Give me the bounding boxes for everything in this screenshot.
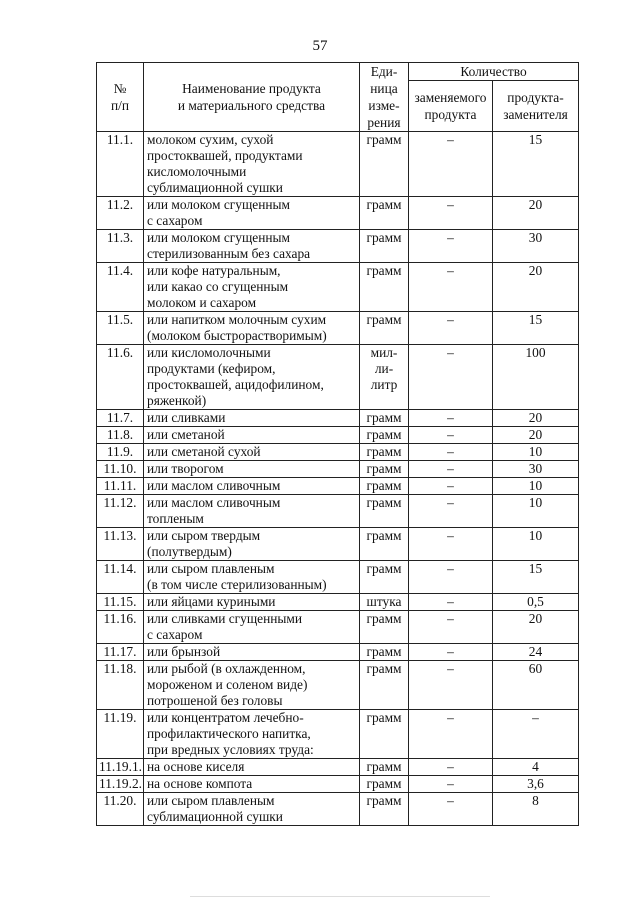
replaced-quantity: – — [409, 776, 493, 793]
table-row — [97, 661, 579, 710]
replaced-quantity: – — [409, 197, 493, 230]
header-unit: Еди- ница изме- рения — [360, 63, 409, 132]
table-row — [97, 132, 579, 197]
substitute-quantity: 10 — [493, 495, 579, 528]
row-number: 11.14. — [97, 561, 144, 594]
replaced-quantity: – — [409, 710, 493, 759]
substitute-quantity: 20 — [493, 427, 579, 444]
substitute-quantity: 10 — [493, 528, 579, 561]
product-name: молоком сухим, сухой простоквашей, продуктами кисломолочными сублимационной сушки — [144, 132, 360, 197]
table-row — [97, 528, 579, 561]
unit-of-measure: грамм — [360, 132, 409, 197]
table-row — [97, 793, 579, 826]
product-name: или маслом сливочным топленым — [144, 495, 360, 528]
table-row — [97, 495, 579, 528]
replaced-quantity: – — [409, 461, 493, 478]
table-row — [97, 263, 579, 312]
table-row — [97, 345, 579, 410]
unit-of-measure: грамм — [360, 710, 409, 759]
replaced-quantity: – — [409, 594, 493, 611]
table-row — [97, 644, 579, 661]
substitute-quantity: 20 — [493, 410, 579, 427]
unit-of-measure: грамм — [360, 230, 409, 263]
replaced-quantity: – — [409, 528, 493, 561]
replaced-quantity: – — [409, 759, 493, 776]
substitute-quantity: 20 — [493, 263, 579, 312]
table-row — [97, 230, 579, 263]
replacement-table — [96, 62, 579, 826]
replaced-quantity: – — [409, 444, 493, 461]
header-quantity: Количество — [409, 63, 579, 81]
unit-of-measure: грамм — [360, 561, 409, 594]
row-number: 11.9. — [97, 444, 144, 461]
product-name: или творогом — [144, 461, 360, 478]
row-number: 11.16. — [97, 611, 144, 644]
product-name: или брынзой — [144, 644, 360, 661]
row-number: 11.3. — [97, 230, 144, 263]
unit-of-measure: штука — [360, 594, 409, 611]
table-header — [97, 63, 579, 132]
substitute-quantity: 30 — [493, 461, 579, 478]
table-row — [97, 759, 579, 776]
replaced-quantity: – — [409, 132, 493, 197]
row-number: 11.2. — [97, 197, 144, 230]
product-name: или кофе натуральным, или какао со сгущенным молоком и сахаром — [144, 263, 360, 312]
unit-of-measure: грамм — [360, 461, 409, 478]
product-name: на основе компота — [144, 776, 360, 793]
replaced-quantity: – — [409, 263, 493, 312]
unit-of-measure: грамм — [360, 776, 409, 793]
product-name: или маслом сливочным — [144, 478, 360, 495]
substitute-quantity: 20 — [493, 197, 579, 230]
row-number: 11.19. — [97, 710, 144, 759]
table-row — [97, 594, 579, 611]
substitute-quantity: 30 — [493, 230, 579, 263]
unit-of-measure: грамм — [360, 495, 409, 528]
substitute-quantity: 0,5 — [493, 594, 579, 611]
product-name: или сыром твердым (полутвердым) — [144, 528, 360, 561]
substitute-quantity: 100 — [493, 345, 579, 410]
row-number: 11.17. — [97, 644, 144, 661]
row-number: 11.6. — [97, 345, 144, 410]
substitute-quantity: 10 — [493, 478, 579, 495]
unit-of-measure: грамм — [360, 312, 409, 345]
unit-of-measure: грамм — [360, 611, 409, 644]
replaced-quantity: – — [409, 495, 493, 528]
header-replaced: заменяемого продукта — [409, 81, 493, 132]
row-number: 11.19.2. — [97, 776, 144, 793]
row-number: 11.5. — [97, 312, 144, 345]
substitute-quantity: 15 — [493, 312, 579, 345]
product-name: на основе киселя — [144, 759, 360, 776]
replaced-quantity: – — [409, 410, 493, 427]
unit-of-measure: грамм — [360, 197, 409, 230]
replaced-quantity: – — [409, 644, 493, 661]
row-number: 11.18. — [97, 661, 144, 710]
unit-of-measure: грамм — [360, 263, 409, 312]
table-row — [97, 427, 579, 444]
table-row — [97, 611, 579, 644]
unit-of-measure: грамм — [360, 410, 409, 427]
substitute-quantity: 24 — [493, 644, 579, 661]
table-row — [97, 561, 579, 594]
replaced-quantity: – — [409, 427, 493, 444]
unit-of-measure: грамм — [360, 427, 409, 444]
row-number: 11.15. — [97, 594, 144, 611]
table-row — [97, 410, 579, 427]
header-name: Наименование продукта и материального средства — [144, 63, 360, 132]
substitute-quantity: 8 — [493, 793, 579, 826]
header-substitute: продукта- заменителя — [493, 81, 579, 132]
unit-of-measure: грамм — [360, 793, 409, 826]
table-row — [97, 478, 579, 495]
row-number: 11.11. — [97, 478, 144, 495]
substitute-quantity: 60 — [493, 661, 579, 710]
product-name: или сливками сгущенными с сахаром — [144, 611, 360, 644]
row-number: 11.12. — [97, 495, 144, 528]
substitute-quantity: 20 — [493, 611, 579, 644]
product-name: или концентратом лечебно- профилактического напитка, при вредных условиях труда: — [144, 710, 360, 759]
page-edge-line — [190, 896, 490, 897]
table-row — [97, 710, 579, 759]
table-body — [97, 132, 579, 826]
replaced-quantity: – — [409, 661, 493, 710]
replaced-quantity: – — [409, 345, 493, 410]
replaced-quantity: – — [409, 611, 493, 644]
substitute-quantity: 15 — [493, 132, 579, 197]
table-row — [97, 776, 579, 793]
substitute-quantity: 3,6 — [493, 776, 579, 793]
product-name: или сметаной сухой — [144, 444, 360, 461]
substitute-quantity: 15 — [493, 561, 579, 594]
replaced-quantity: – — [409, 561, 493, 594]
unit-of-measure: грамм — [360, 644, 409, 661]
row-number: 11.19.1. — [97, 759, 144, 776]
unit-of-measure: грамм — [360, 661, 409, 710]
product-name: или рыбой (в охлажденном, мороженом и соленом виде) потрошеной без головы — [144, 661, 360, 710]
row-number: 11.8. — [97, 427, 144, 444]
product-name: или молоком сгущенным с сахаром — [144, 197, 360, 230]
row-number: 11.7. — [97, 410, 144, 427]
row-number: 11.20. — [97, 793, 144, 826]
table-row — [97, 197, 579, 230]
unit-of-measure: грамм — [360, 444, 409, 461]
product-name: или кисломолочными продуктами (кефиром, простоквашей, ацидофилином, ряженкой) — [144, 345, 360, 410]
product-name: или сметаной — [144, 427, 360, 444]
table-row — [97, 444, 579, 461]
replaced-quantity: – — [409, 793, 493, 826]
product-name: или яйцами куриными — [144, 594, 360, 611]
replaced-quantity: – — [409, 478, 493, 495]
replaced-quantity: – — [409, 312, 493, 345]
page-number: 57 — [312, 38, 328, 54]
row-number: 11.4. — [97, 263, 144, 312]
product-name: или сыром плавленым (в том числе стерилизованным) — [144, 561, 360, 594]
product-name: или сливками — [144, 410, 360, 427]
unit-of-measure: грамм — [360, 478, 409, 495]
table-row — [97, 312, 579, 345]
row-number: 11.10. — [97, 461, 144, 478]
substitute-quantity: 4 — [493, 759, 579, 776]
unit-of-measure: мил- ли- литр — [360, 345, 409, 410]
table-row — [97, 461, 579, 478]
row-number: 11.1. — [97, 132, 144, 197]
row-number: 11.13. — [97, 528, 144, 561]
product-name: или напитком молочным сухим (молоком быстрорастворимым) — [144, 312, 360, 345]
header-num: № п/п — [97, 63, 144, 132]
substitute-quantity: – — [493, 710, 579, 759]
product-name: или сыром плавленым сублимационной сушки — [144, 793, 360, 826]
unit-of-measure: грамм — [360, 528, 409, 561]
substitute-quantity: 10 — [493, 444, 579, 461]
replaced-quantity: – — [409, 230, 493, 263]
unit-of-measure: грамм — [360, 759, 409, 776]
product-name: или молоком сгущенным стерилизованным без сахара — [144, 230, 360, 263]
